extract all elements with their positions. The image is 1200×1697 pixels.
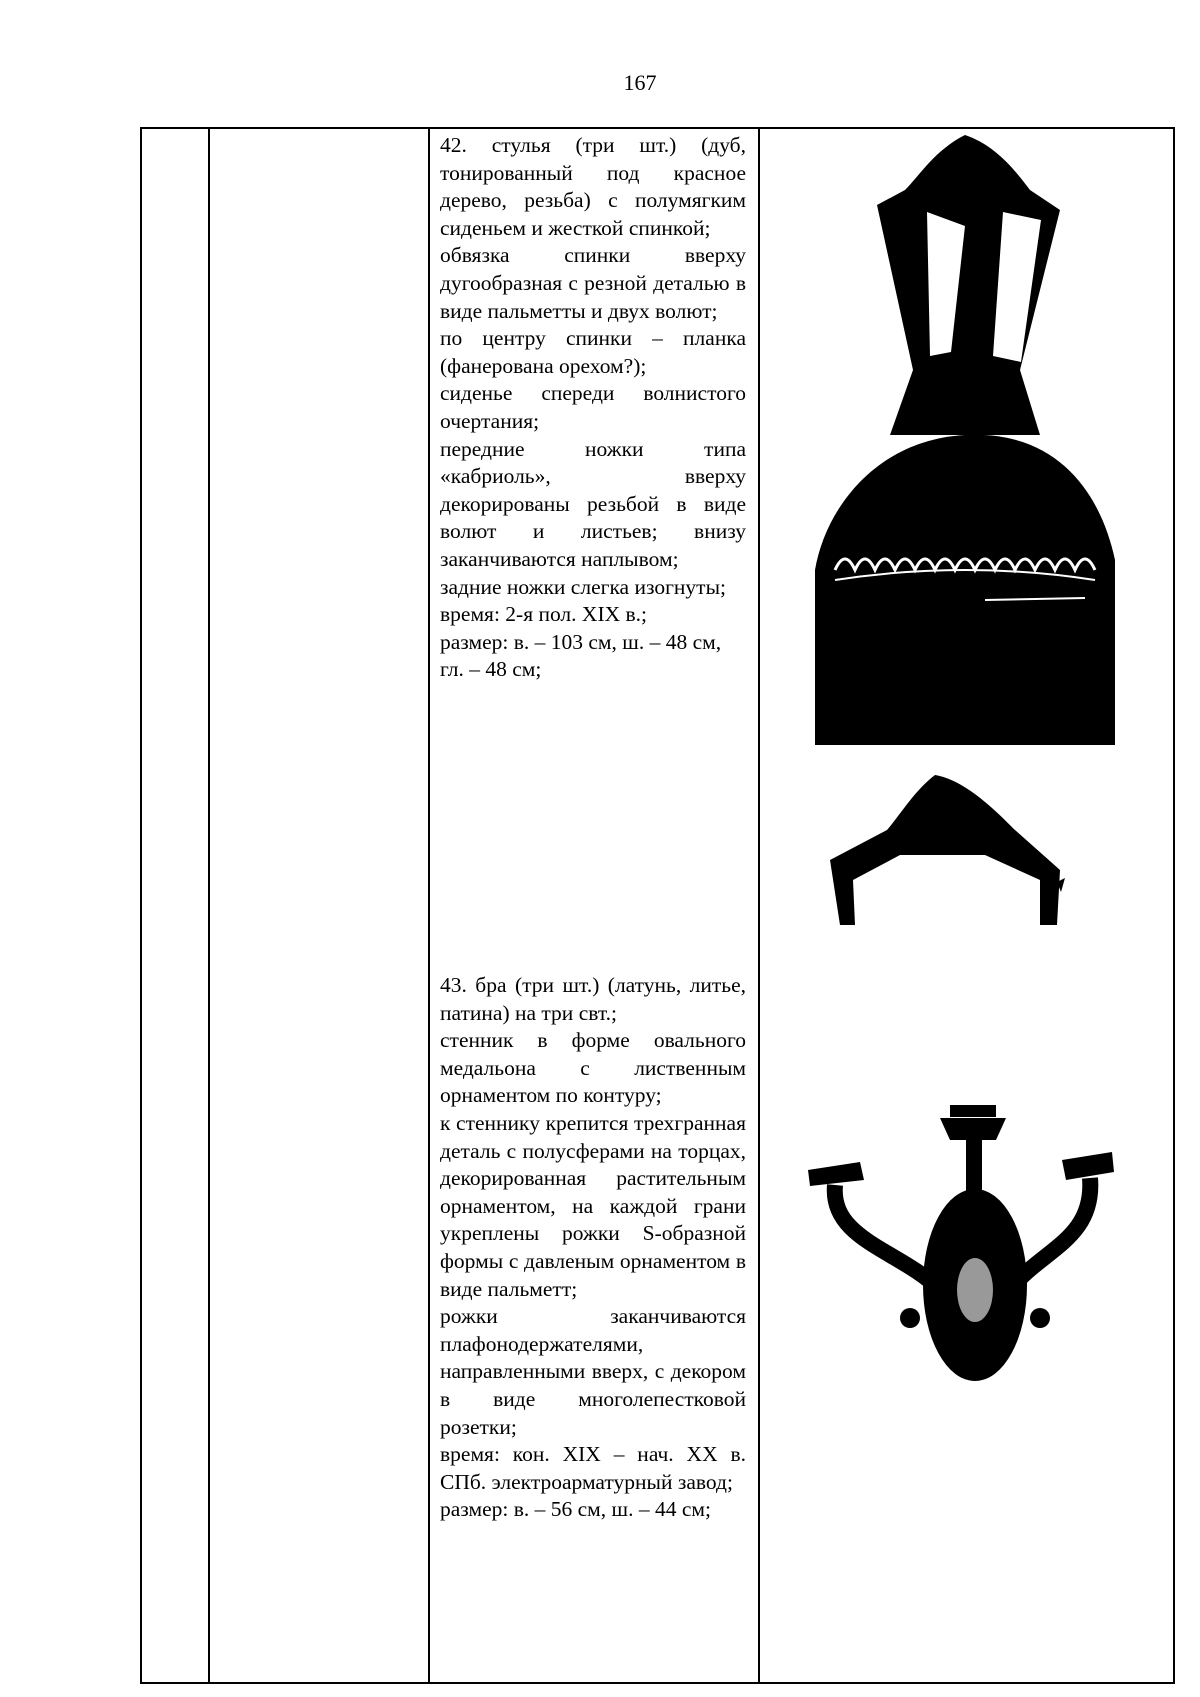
- chair-photo: [815, 130, 1115, 745]
- item-42-description: [440, 132, 746, 684]
- desc-line: время: 2-я пол. XIX в.;: [440, 602, 648, 627]
- column-divider: [428, 129, 430, 1682]
- desc-line: обвязка спинки вверху дугообразная с резной деталью в виде пальметты и двух волют;: [440, 243, 746, 323]
- desc-line: сиденье спереди волнистого очертания;: [440, 381, 746, 433]
- desc-line: рожки заканчиваются плафонодержателями, направленными вверх, с декором в виде многолепестковой розетки;: [440, 1304, 746, 1439]
- desc-line: задние ножки слегка изогнуты;: [440, 574, 726, 599]
- page-number: 167: [623, 70, 657, 95]
- desc-line: 42. стулья (три шт.) (дуб, тонированный под красное дерево, резьба) с полумягким сиденьем и жесткой спинкой;: [440, 133, 746, 240]
- desc-line: 43. бра (три шт.) (латунь, литье, патина) на три свт.;: [440, 973, 746, 1025]
- column-divider: [208, 129, 210, 1682]
- desc-line: передние ножки типа «кабриоль», вверху декорированы резьбой в виде волют и листьев; внизу заканчиваются наплывом;: [440, 436, 746, 571]
- chair-detail-photo: [825, 770, 1095, 925]
- desc-line: к стеннику крепится трехгранная деталь с полусферами на торцах, декорированная растительным орнаментом, на каждой грани укреплены рожки S-образной формы с давленым орнаментом в виде пальметт;: [440, 1110, 746, 1301]
- desc-line: время: кон. XIX – нач. XX в. СПб. электроарматурный завод;: [440, 1442, 746, 1494]
- column-divider: [758, 129, 760, 1682]
- item-43-description: [440, 972, 746, 1524]
- desc-line: размер: в. – 56 см, ш. – 44 см;: [440, 1497, 711, 1522]
- desc-line: размер: в. – 103 см, ш. – 48 см, гл. – 48 см;: [440, 629, 722, 682]
- desc-line: по центру спинки – планка (фанерована орехом?);: [440, 326, 746, 378]
- sconce-photo: [790, 1100, 1140, 1420]
- desc-line: стенник в форме овального медальона с лиственным орнаментом по контуру;: [440, 1028, 746, 1108]
